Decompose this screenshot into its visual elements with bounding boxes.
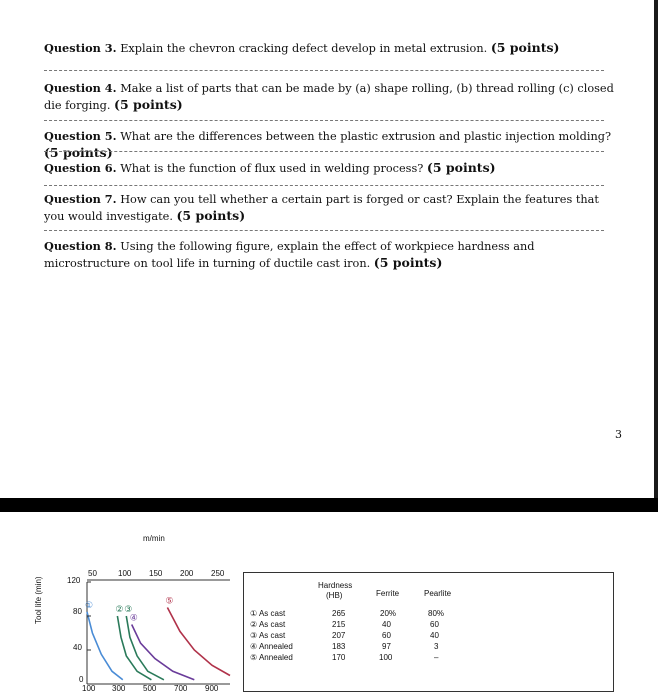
legend-header-hardness-unit: (HB) <box>326 591 343 600</box>
legend-table <box>243 572 614 692</box>
legend-pearlite: – <box>434 653 439 662</box>
legend-hardness: 265 <box>332 609 346 618</box>
series-number: ② <box>250 620 259 629</box>
legend-ferrite: 40 <box>382 620 391 629</box>
x-bottom-tick: 100 <box>82 684 96 693</box>
series-marker-5: ⑤ <box>165 596 174 607</box>
x-bottom-tick: 300 <box>112 684 126 693</box>
x-top-tick: 150 <box>149 569 163 578</box>
series-number: ① <box>250 609 259 618</box>
x-top-tick: 200 <box>180 569 194 578</box>
separator <box>44 230 604 231</box>
top-axis-label: m/min <box>143 534 165 543</box>
series-marker-1: ① <box>85 600 94 611</box>
question-6: Question 6. What is the function of flux used in welding process? (5 points) <box>44 160 496 175</box>
x-bottom-tick: 500 <box>143 684 157 693</box>
x-top-tick: 100 <box>118 569 132 578</box>
x-bottom-tick: 700 <box>174 684 188 693</box>
legend-header-pearlite: Pearlite <box>424 589 452 598</box>
y-tick: 40 <box>73 643 82 652</box>
legend-hardness: 207 <box>332 631 346 640</box>
legend-row: ① As cast <box>250 609 286 618</box>
x-top-tick: 50 <box>88 569 97 578</box>
x-bottom-tick: 900 <box>205 684 219 693</box>
series-number: ④ <box>250 642 259 651</box>
legend-ferrite: 60 <box>382 631 391 640</box>
series-line-5 <box>167 608 230 676</box>
question-5: Question 5. What are the differences between the plastic extrusion and plastic injection molding? (5 points) <box>44 129 612 160</box>
legend-ferrite: 97 <box>382 642 391 651</box>
series-marker-4: ④ <box>129 613 138 624</box>
legend-ferrite: 100 <box>379 653 393 662</box>
separator <box>44 185 604 186</box>
question-8: Question 8. Using the following figure, explain the effect of workpiece hardness and microstructure on tool life in turning of ductile cast iron. (5 points) <box>44 239 535 270</box>
question-4: Question 4. Make a list of parts that can be made by (a) shape rolling, (b) thread rolling (c) closed die forging. (5 points) <box>44 81 614 112</box>
separator <box>44 151 604 152</box>
series-line-1 <box>87 612 123 680</box>
y-tick: 120 <box>67 576 81 585</box>
tool-life-figure <box>0 512 658 700</box>
y-axis-label: Tool life (min) <box>34 576 43 624</box>
legend-header-hardness: Hardness <box>318 581 353 590</box>
series-number: ⑤ <box>250 653 259 662</box>
legend-row: ④ Annealed <box>250 642 293 651</box>
series-marker-2: ② <box>115 605 124 615</box>
series-line-4 <box>132 625 195 680</box>
page-divider <box>0 498 658 512</box>
legend-pearlite: 3 <box>434 642 439 651</box>
legend-pearlite: 60 <box>430 620 439 629</box>
legend-pearlite: 80% <box>428 609 445 618</box>
window-edge <box>654 0 658 498</box>
legend-ferrite: 20% <box>380 609 397 618</box>
x-top-tick: 250 <box>211 569 225 578</box>
y-tick: 0 <box>79 675 84 684</box>
legend-row: ③ As cast <box>250 631 286 640</box>
question-3: Question 3. Explain the chevron cracking defect develop in metal extrusion. (5 points) <box>44 40 560 55</box>
separator <box>44 120 604 121</box>
legend-hardness: 215 <box>332 620 346 629</box>
separator <box>44 70 604 71</box>
legend-pearlite: 40 <box>430 631 439 640</box>
legend-row: ⑤ Annealed <box>250 653 293 662</box>
legend-hardness: 170 <box>332 653 346 662</box>
legend-row: ② As cast <box>250 620 286 629</box>
series-group <box>85 582 230 684</box>
series-number: ③ <box>250 631 259 640</box>
y-tick: 80 <box>73 607 82 616</box>
legend-header-ferrite: Ferrite <box>376 589 400 598</box>
plot-area <box>0 512 240 700</box>
series-marker-3: ③ <box>124 605 133 615</box>
question-7: Question 7. How can you tell whether a certain part is forged or cast? Explain the features that you would investigate. (5 points) <box>44 192 599 223</box>
legend-hardness: 183 <box>332 642 346 651</box>
page-number: 3 <box>615 428 622 441</box>
